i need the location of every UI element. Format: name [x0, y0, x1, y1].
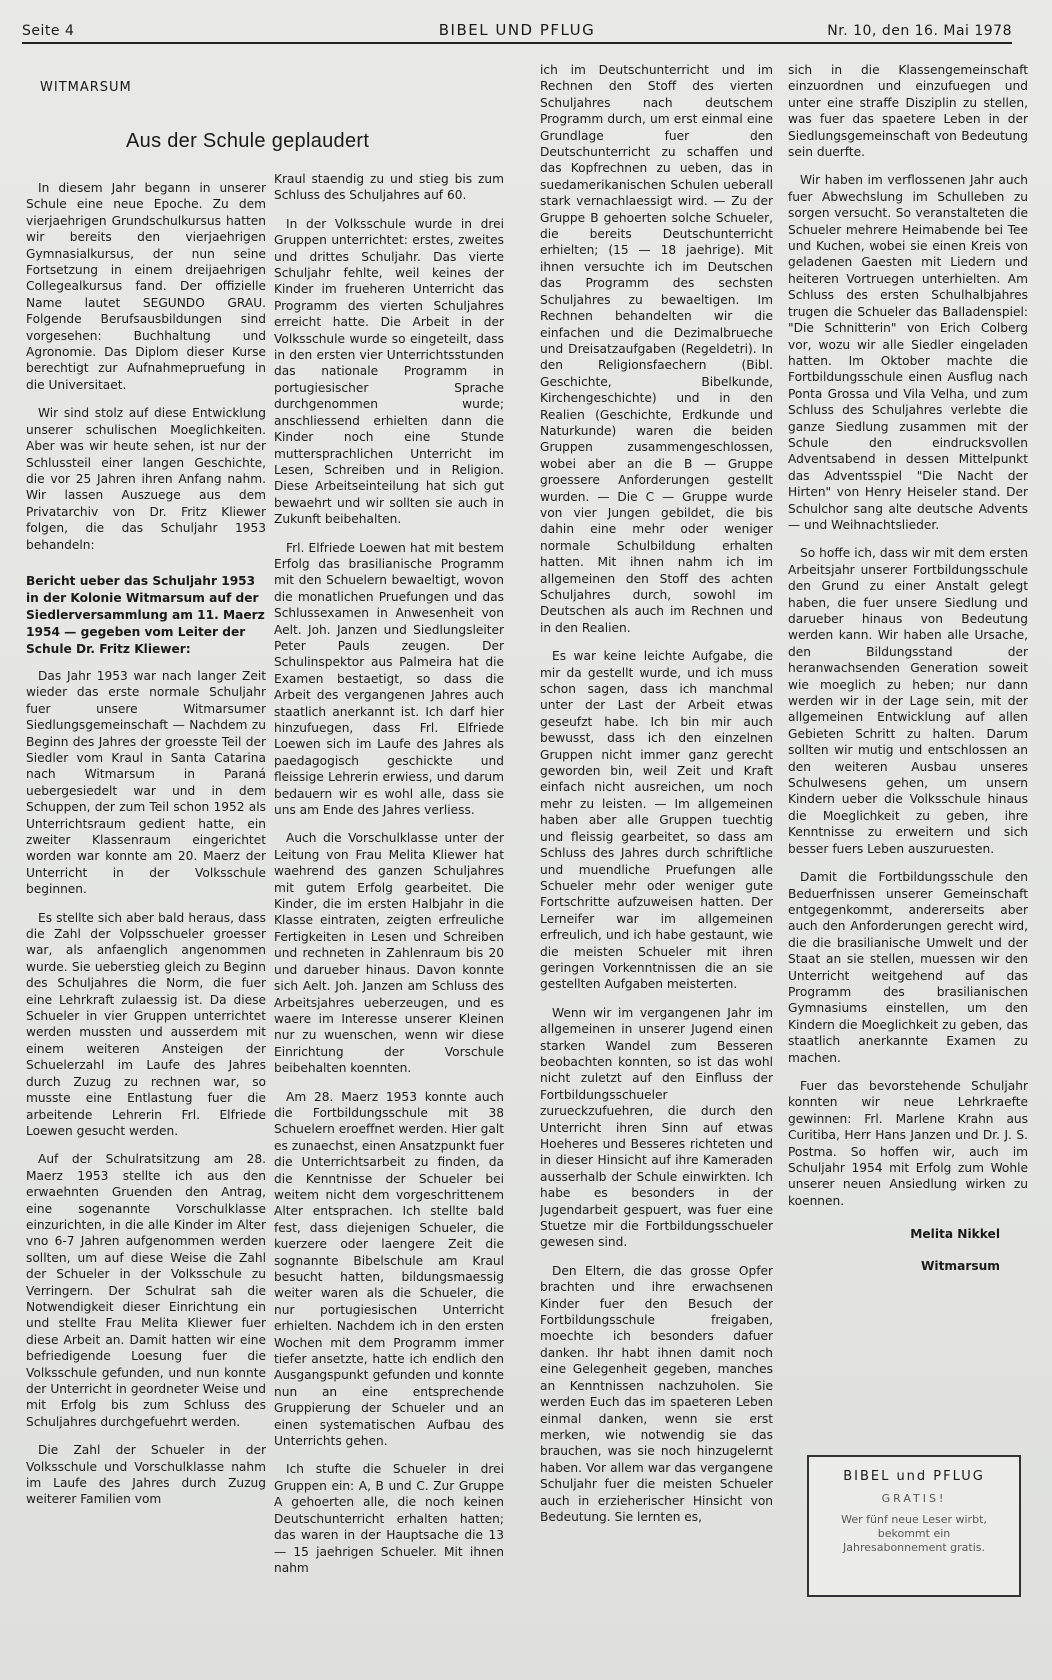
author-place: Witmarsum	[920, 1259, 1000, 1274]
promo-subtitle: GRATIS!	[881, 1492, 947, 1505]
paragraph: Die Zahl der Schueler in der Volksschule und Vorschulklasse nahm im Laufe des Jahres durch Zuzug weiterer Familien vom	[26, 1443, 266, 1507]
paragraph: Am 28. Maerz 1953 konnte auch die Fortbildungsschule mit 38 Schuelern eroeffnet werden. Hier galt es zunaechst, einen Ansatzpunkt fuer die Unterrichtsarbeit zu finden, da die Kenntnisse der Schueler bei weitem nicht dem vorgeschrittenem Alter entsprachen. Ich stellte bald fest, dass diejenigen Schueler, die kuerzere oder laengere Zeit die sognannte Bibelschule am Kraul besucht hatten, bildungsmaessig weiter waren als die Schueler, die nur portugiesischen Unterricht erhielten. Nachdem ich in den ersten Wochen mit dem Programm immer tiefer ansetzte, hatte ich endlich den Ausgangspunkt gefunden und konnte nun an eine entsprechende Gruppierung der Schueler und an einen systematischen Aufbau des Unterrichts gehen.	[274, 1089, 504, 1449]
column-4	[788, 62, 1028, 1279]
paragraph: Es stellte sich aber bald heraus, dass die Zahl der Volpsschueler groesser war, als anfaenglich angenommen wurde. Sie ueberstieg gleich zu Beginn des Schuljahres die Norm, die fuer eine Lehrkraft zulaessig ist. Da diese Schueler in vier Gruppen unterrichtet werden mussten und ausserdem mit einem weiteren Ansteigen der Schuelerzahl im Laufe des Jahres durch Zuzug zu rechnen war, so musste eine Entlastung fuer die arbeitende Lehrerin Frl. Elfriede Loewen gesucht werden.	[26, 910, 266, 1138]
paragraph: Es war keine leichte Aufgabe, die mir da gestellt wurde, und ich muss schon sagen, dass ich manchmal unter der Last der Arbeit etwas geseufzt habe. Ich bin mir auch bewusst, dass ich den einzelnen Gruppen nicht immer ganz gerecht geworden bin, weil Zeit und Kraft einfach nicht ausreichen, um noch mehr zu leisten. — Im allgemeinen haben aber alle Gruppen tuechtig und fleissig gearbeitet, so dass am Schluss des Jahres durch schriftliche und muendliche Pruefungen alle Schueler mehr oder weniger gute Fortschritte aufzuweisen hatten. Der Lerneifer war im allgemeinen erfreulich, und ich habe gestaunt, wie die meisten Schueler mit ihren geringen Vorkenntnissen die an sie gestellten Aufgaben meisterten.	[540, 649, 773, 992]
paragraph: ich im Deutschunterricht und im Rechnen den Stoff des vierten Schuljahres nach deutschem Programm durch, um erst einmal eine Grundlage fuer den Deutschunterricht zu schaffen und das Kopfrechnen zu ueben, das in suedamerikanischen Schulen ueberall stark vernachlaessigt wird. — Zu der Gruppe B gehoerten solche Schueler, die bereits Deutschunterricht erhielten; (15 — 18 jaehrige). Mit ihnen versuchte ich im Deutschen das Programm des sechsten Schuljahres zu bewaeltigen. Im Rechnen behandelten wir die einfachen und die Dezimalbrueche und Dreisatzaufgaben (Regeldetri). In den Religionsfaechern (Bibl. Geschichte, Bibelkunde, Kirchengeschichte) und in den Realien (Geschichte, Erdkunde und Naturkunde) waren die beiden Gruppen zusammengeschlossen, wobei aber an die B — Gruppe groessere Anforderungen gestellt wurden. — Die C — Gruppe wurde von vier Jungen gebildet, die bis dahin eine mehr oder weniger normale Schulbildung erhalten hatten. Mit ihnen nahm ich im allgemeinen den Stoff des achten Schuljahres durch, sowohl im Deutschen als auch im Rechnen und in den Realien.	[540, 63, 773, 635]
publication-title: BIBEL UND PFLUG	[438, 21, 596, 39]
promo-text: Wer fünf neue Leser wirbt, bekommt ein Jahresabonnement gratis.	[841, 1513, 987, 1554]
paragraph: In der Volksschule wurde in drei Gruppen unterrichtet: erstes, zweites und drittes Schuljahr. Das vierte Schuljahr fehlte, weil keines der Kinder im frueheren Unterricht das Programm des vierten Schuljahres erreicht hatte. Die Arbeit in der Volksschule wurde so eingeteilt, dass in den ersten vier Unterrichtsstunden das nationale Programm in portugiesischer Sprache durchgenommen wurde; anschliessend erhielten dann die Kinder noch eine Stunde muttersprachlichen Unterricht im Lesen, Schreiben und in Religion. Diese Arbeitseinteilung hat sich gut bewaehrt und wir sollten sie auch in Zukunft beibehalten.	[274, 216, 504, 527]
column-1	[26, 72, 266, 1520]
paragraph: Kraul staendig zu und stieg bis zum Schluss des Schuljahres auf 60.	[274, 172, 504, 203]
author-name: Melita Nikkel	[910, 1227, 1000, 1242]
paragraph: sich in die Klassengemeinschaft einzuordnen und einzufuegen und unter eine straffe Disziplin zu stellen, was fuer das spaetere Leben in der Siedlungsgemeinschaft von Bedeutung sein duerfte.	[788, 63, 1028, 160]
paragraph: Wir sind stolz auf diese Entwicklung unserer schulischen Moeglichkeiten. Aber was wir heute sehen, ist nur der Schlussteil einer langen Geschichte, die vor 25 Jahren ihren Anfang nahm. Wir lassen Auszuege aus dem Privatarchiv von Dr. Fritz Kliewer folgen, die das Schuljahr 1953 behandeln:	[26, 406, 266, 552]
column-3	[540, 62, 773, 1537]
page-number: Seite 4	[22, 23, 75, 39]
paragraph: Das Jahr 1953 war nach langer Zeit wieder das erste normale Schuljahr fuer unsere Witmarsumer Siedlungsgemeinschaft — Nachdem zu Beginn des Jahres der groesste Teil der Siedler vom Kraul in Santa Catarina nach Witmarsum in Paraná uebergesiedelt war und in dem Schuppen, der zum Teil schon 1952 als Unterrichtsraum gedient hatte, ein zweiter Klassenraum eingerichtet worden war konnte am 20. Maerz der Unterricht in der Volksschule beginnen.	[26, 668, 266, 897]
column-2	[274, 171, 504, 1588]
paragraph: In diesem Jahr begann in unserer Schule eine neue Epoche. Zu dem vierjaehrigen Grundschulkursus hatten wir bereits den vierjaehrigen Gymnasialkursus, der nun seine Fortsetzung in einem dreijaehrigen Collegealkursus fand. Der offizielle Name lautet SEGUNDO GRAU. Folgende Berufsausbildungen sind vorgesehen: Buchhaltung und Agronomie. Das Diplom dieser Kurse berechtigt zur Aufnahmepruefung in die Universitaet.	[26, 181, 266, 392]
article-headline: Aus der Schule geplaudert	[126, 130, 370, 152]
paragraph: Fuer das bevorstehende Schuljahr konnten wir neue Lehrkraefte gewinnen: Frl. Marlene Krahn aus Curitiba, Herr Hans Janzen und Dr. J. S. Postma. So hoffen wir, auch im Schuljahr 1954 mit Erfolg zum Wohle unserer neuen Ansiedlung wirken zu koennen.	[788, 1078, 1028, 1208]
paragraph: Auch die Vorschulklasse unter der Leitung von Frau Melita Kliewer hat waehrend des ganzen Schuljahres mit gutem Erfolg gearbeitet. Die Kinder, die im ersten Halbjahr in die Klasse eintraten, zeigten erfreuliche Fertigkeiten in Lesen und Schreiben und rechneten in Zahlenraum bis 20 und darueber hinaus. Davon konnte sich Aelt. Joh. Janzen am Schluss des Arbeitsjahres ueberzeugen, und es waere im Interesse unserer Kleinen nur zu wuenschen, wenn wir diese Einrichtung der Vorschule beibehalten koennten.	[274, 831, 504, 1076]
promo-title: BIBEL und PFLUG	[843, 1469, 985, 1484]
paragraph: Wir haben im verflossenen Jahr auch fuer Abwechslung im Schulleben zu sorgen versucht. So veranstalteten die Schueler mehrere Heimabende bei Tee und Kuchen, wobei sie einen Kreis von geladenen Gaesten mit Liedern und heiteren Vortruegen unterhielten. Am Schluss des ersten Schulhalbjahres trugen die Schueler das Balladenspiel: "Die Schnitterin" von Erich Colberg vor, wozu wir alle Siedler eingeladen hatten. Im Oktober machte die Fortbildungsschule einen Ausflug nach Ponta Grossa und Vila Velha, und zum Schluss des Schuljahres verlebte die ganze Siedlung zusammen mit der Schule den eindrucksvollen Adventsabend in dessen Mittelpunkt das Adventsspiel "Die Nacht der Hirten" von Henry Heiseler stand. Der Schulchor sang alte deutsche Advents — und Weihnachtslieder.	[788, 173, 1028, 532]
paragraph: Auf der Schulratsitzung am 28. Maerz 1953 stellte ich aus den erwaehnten Gruenden den Antrag, eine sogenannte Vorschulklasse einzurichten, in die alle Kinder im Alter vno 6-7 Jahren aufgenommen werden sollten, um auf diese Weise die Zahl der Schueler in der Volksschule zu Verringern. Der Schulrat sah die Notwendigkeit dieser Einrichtung ein und stellte Frau Melita Kliewer fuer diese Arbeit an. Damit hatten wir eine befriedigende Loesung fuer die Volksschule gefunden, und nun konnte der Unterricht in geordneter Weise und mit Erfolg bis zum Schluss des Schuljahres durchgefuehrt werden.	[26, 1152, 266, 1429]
page-header	[22, 16, 1012, 44]
paragraph: So hoffe ich, dass wir mit dem ersten Arbeitsjahr unserer Fortbildungsschule den Grund zu einer Anstalt gelegt haben, die fuer unsere Siedlung und darueber hinaus von Bedeutung werden kann. Wir haben alle Ursache, den Bildungsstand der heranwachsenden Generation soweit wie moeglich zu heben; nur dann werden wir in der Lage sein, mit der allgemeinen Entwicklung auf allen Gebieten Schritt zu halten. Darum sollten wir mutig und entschlossen an den weiteren Ausbau unseres Schulwesens gehen, um unsern Kindern ueber die Volksschule hinaus die Moeglichkeit zu geben, ihre Kenntnisse zu erweitern und sich besser fuers Leben auszuruesten.	[788, 546, 1028, 856]
issue-date: Nr. 10, den 16. Mai 1978	[827, 23, 1012, 39]
paragraph: Den Eltern, die das grosse Opfer brachten und ihre erwachsenen Kinder fuer den Besuch der Fortbildungsschule freigaben, moechte ich besonders dafuer danken. Ihr habt ihnen damit noch eine Gelegenheit gegeben, manches an Kenntnissen nachzuholen. Sie werden Euch das im spaeteren Leben einmal danken, wenn sie erst merken, wie notwendig sie das brauchen, was sie noch hinzugelernt haben. Vor allem war das vergangene Schuljahr fuer die meisten Schueler auch in erzieherischer Hinsicht von Bedeutung. Sie lernten es,	[540, 1263, 773, 1524]
dateline-place: WITMARSUM	[40, 80, 132, 95]
paragraph: Frl. Elfriede Loewen hat mit bestem Erfolg das brasilianische Programm mit den Schuelern bewaeltigt, wovon die monatlichen Pruefungen und das Schlussexamen in Anwesenheit von Aelt. Joh. Janzen und Siedlungsleiter Peter Pauls zeugen. Der Schulinspektor aus Palmeira hat die Examen bestaetigt, so dass die Arbeit des vergangenen Jahres auch staatlich anerkannt ist. Ich darf hier hinzufuegen, dass Frl. Elfriede Loewen sich im Laufe des Jahres als paedagogisch geschickte und fleissige Lehrerin erwiess, und darum bedauern wir es wohl alle, dass sie uns am Ende des Jahres verliess.	[274, 540, 504, 818]
subscription-promo-box	[807, 1455, 1021, 1597]
report-heading: Bericht ueber das Schuljahr 1953 in der Kolonie Witmarsum auf der Siedlerversammlung am 11. Maerz 1954 — gegeben vom Leiter der Schule Dr. Fritz Kliewer:	[26, 573, 265, 656]
paragraph: Wenn wir im vergangenen Jahr im allgemeinen in unserer Jugend einen starken Wandel zum Besseren beobachten konnten, so ist das wohl nicht zuletzt auf den Einfluss der Fortbildungsschueler zurueckzufuehren, die durch den Unterricht ihren Sinn auf etwas Hoeheres und Besseres richteten und in dieser Hinsicht auf ihre Kameraden ausserhalb der Schule einwirkten. Ich habe es besonders in der Jugendarbeit gespuert, was fuer eine Stuetze mir die Fortbildungsschueler gewesen sind.	[540, 1005, 773, 1250]
paragraph: Ich stufte die Schueler in drei Gruppen ein: A, B und C. Zur Gruppe A gehoerten alle, die noch keinen Deutschunterricht erhalten hatten; das waren in der Hauptsache die 13 — 15 jaehrigen Schueler. Mit ihnen nahm	[274, 1462, 504, 1575]
paragraph: Damit die Fortbildungsschule den Beduerfnissen unserer Gemeinschaft entgegenkommt, andererseits aber auch den Anforderungen gerecht wird, die die brasilianische Umwelt und der Staat an sie stellen, muessen wir den Unterricht weitgehend auf das Programm des brasilianischen Gymnasiums einstellen, um den Kindern die Moeglichkeit zu geben, das staatlich anerkannte Examen zu machen.	[788, 870, 1028, 1065]
